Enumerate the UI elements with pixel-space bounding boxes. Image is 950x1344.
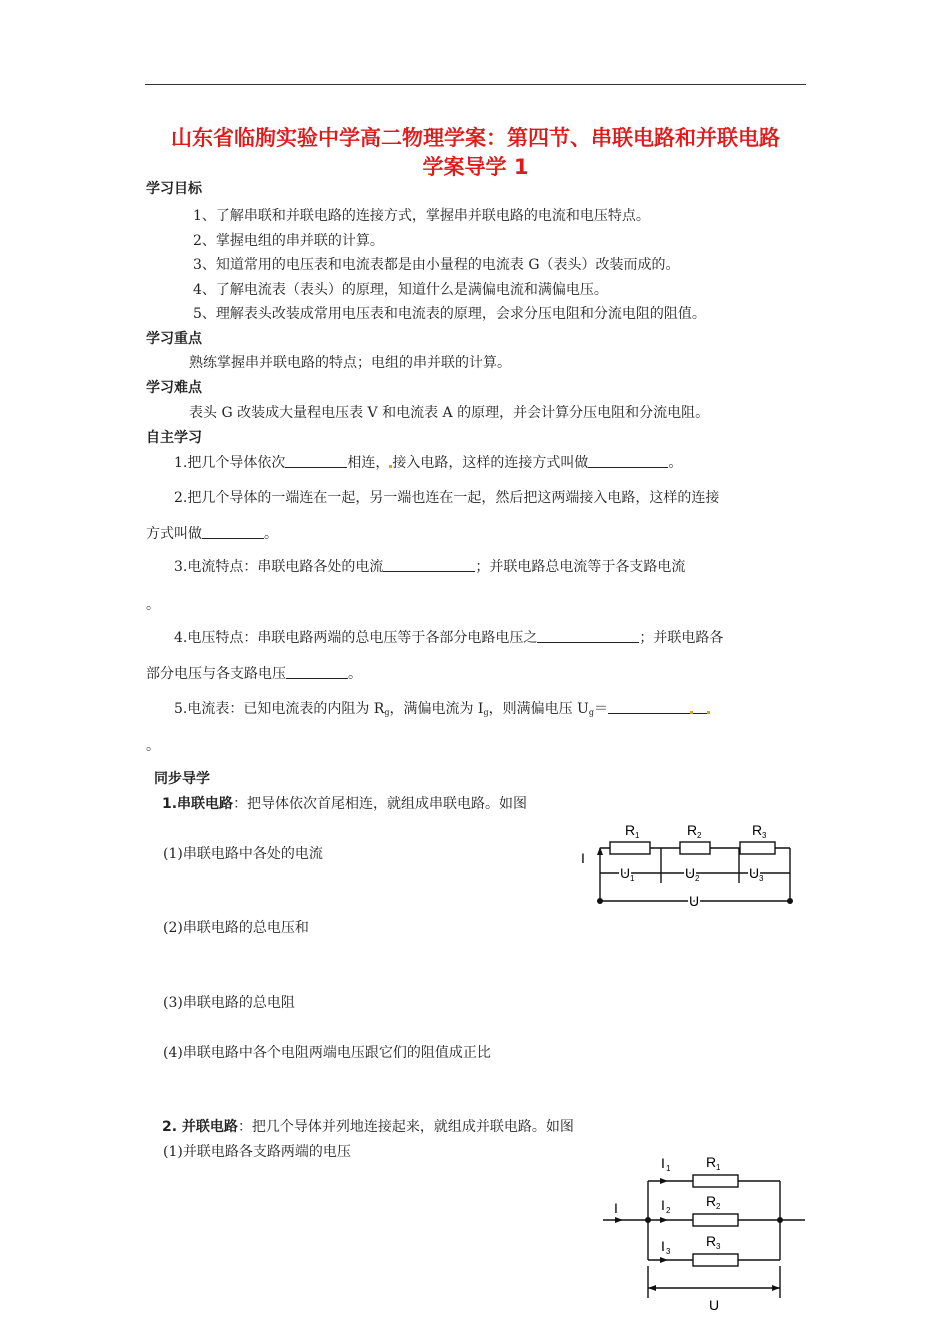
guide-heading: 同步导学	[154, 771, 210, 787]
resistor-r2	[680, 842, 710, 854]
svg-text:3: 3	[666, 1247, 671, 1256]
svg-text:I: I	[581, 850, 585, 866]
answer-blank[interactable]	[608, 701, 690, 714]
parallel-circuit-diagram	[598, 1148, 808, 1328]
svg-text:R: R	[687, 822, 698, 838]
svg-text:R: R	[752, 822, 763, 838]
question-3-cont: 。	[146, 597, 160, 613]
answer-blank[interactable]	[286, 666, 348, 679]
terminal-dot	[787, 898, 793, 904]
voltage-arrow-icon	[648, 1285, 656, 1291]
svg-text:1: 1	[666, 1164, 671, 1173]
svg-text:2: 2	[695, 874, 700, 883]
answer-blank[interactable]	[285, 455, 347, 468]
objective-item: 2、掌握电组的串并联的计算。	[193, 233, 384, 249]
series-item: (1)串联电路中各处的电流	[163, 846, 323, 862]
self-study-heading: 自主学习	[146, 430, 202, 446]
series-item: (4)串联电路中各个电阻两端电压跟它们的阻值成正比	[163, 1045, 491, 1061]
svg-text:3: 3	[762, 831, 767, 840]
answer-blank[interactable]	[202, 526, 264, 539]
objective-item: 1、了解串联和并联电路的连接方式，掌握串并联电路的电流和电压特点。	[193, 208, 650, 224]
key-points-text: 熟练掌握串并联电路的特点；电组的串并联的计算。	[189, 355, 511, 371]
objective-item: 5、理解表头改装成常用电压表和电流表的原理，会求分压电阻和分流电阻的阻值。	[193, 306, 706, 322]
voltage-arrow-icon	[772, 1285, 780, 1291]
resistor-r2	[693, 1214, 738, 1226]
svg-text:2: 2	[697, 831, 702, 840]
current-arrow-icon	[660, 1178, 668, 1184]
answer-blank[interactable]	[693, 701, 707, 714]
series-item: (2)串联电路的总电压和	[163, 920, 309, 936]
objective-item: 4、了解电流表（表头）的原理，知道什么是满偏电流和满偏电压。	[193, 282, 608, 298]
series-circuit-diagram	[575, 815, 800, 915]
svg-text:I: I	[661, 1155, 665, 1171]
header-rule	[145, 84, 806, 85]
key-points-heading: 学习重点	[146, 331, 202, 347]
question-3: 3.电流特点：串联电路各处的电流 ；并联电路总电流等于各支路电流	[174, 559, 686, 575]
question-2-cont: 方式叫做 。	[146, 526, 278, 542]
question-1: 1.把几个导体依次 相连， 接入电路，这样的连接方式叫做 。	[174, 455, 683, 471]
answer-blank[interactable]	[537, 630, 639, 643]
difficulties-text: 表头 G 改装成大量程电压表 V 和电流表 A 的原理，并会计算分压电阻和分流电阻。	[189, 405, 710, 421]
svg-text:R: R	[706, 1233, 717, 1249]
svg-text:1: 1	[716, 1163, 721, 1172]
question-2: 2.把几个导体的一端连在一起，另一端也连在一起，然后把这两端接入电路，这样的连接	[174, 490, 720, 506]
svg-text:I: I	[661, 1197, 665, 1213]
svg-text:I: I	[661, 1238, 665, 1254]
svg-text:U: U	[709, 1297, 720, 1313]
resistor-r3	[693, 1254, 738, 1266]
question-5: 5.电流表：已知电流表的内阻为 $R_g$，满偏电流为 $I_g$，则满偏电压 $U_g=$	[174, 698, 710, 718]
series-item: (3)串联电路的总电阻	[163, 995, 295, 1011]
objectives-heading: 学习目标	[146, 181, 202, 197]
junction-dot	[645, 1217, 651, 1223]
svg-text:2: 2	[666, 1206, 671, 1215]
svg-text:U: U	[749, 865, 760, 881]
resistor-r1	[610, 842, 650, 854]
resistor-r1	[693, 1175, 738, 1187]
svg-text:3: 3	[759, 874, 764, 883]
resistor-r3	[740, 842, 775, 854]
page-title: 山东省临朐实验中学高二物理学案：第四节、串联电路和并联电路	[171, 126, 780, 150]
svg-text:I: I	[614, 1200, 618, 1216]
svg-text:R: R	[706, 1154, 717, 1170]
parallel-item: (1)并联电路各支路两端的电压	[163, 1144, 351, 1160]
difficulties-heading: 学习难点	[146, 380, 202, 396]
marker-dot	[707, 711, 710, 714]
svg-text:1: 1	[635, 831, 640, 840]
svg-text:2: 2	[716, 1202, 721, 1211]
question-4: 4.电压特点：串联电路两端的总电压等于各部分电路电压之 ；并联电路各	[174, 630, 724, 646]
objective-item: 3、知道常用的电压表和电流表都是由小量程的电流表 G（表头）改装而成的。	[193, 257, 680, 273]
parallel-intro: 2. 并联电路：把几个导体并列地连接起来，就组成并联电路。如图	[162, 1119, 574, 1135]
page-subtitle: 学案导学 1	[422, 155, 529, 179]
junction-dot	[777, 1217, 783, 1223]
current-arrow-icon	[615, 1217, 623, 1223]
svg-text:U: U	[689, 893, 700, 909]
terminal-dot	[597, 898, 603, 904]
question-5-cont: 。	[146, 738, 160, 754]
current-arrow-icon	[660, 1257, 668, 1263]
current-arrow-icon	[660, 1217, 668, 1223]
svg-text:R: R	[625, 822, 636, 838]
svg-text:1: 1	[630, 874, 635, 883]
svg-text:R: R	[706, 1193, 717, 1209]
answer-blank[interactable]	[383, 559, 475, 572]
svg-text:U: U	[685, 865, 696, 881]
question-4-cont: 部分电压与各支路电压 。	[146, 666, 362, 682]
svg-text:3: 3	[716, 1242, 721, 1251]
answer-blank[interactable]	[588, 455, 668, 468]
svg-text:U: U	[620, 865, 631, 881]
series-intro: 1.串联电路：把导体依次首尾相连，就组成串联电路。如图	[162, 796, 528, 812]
